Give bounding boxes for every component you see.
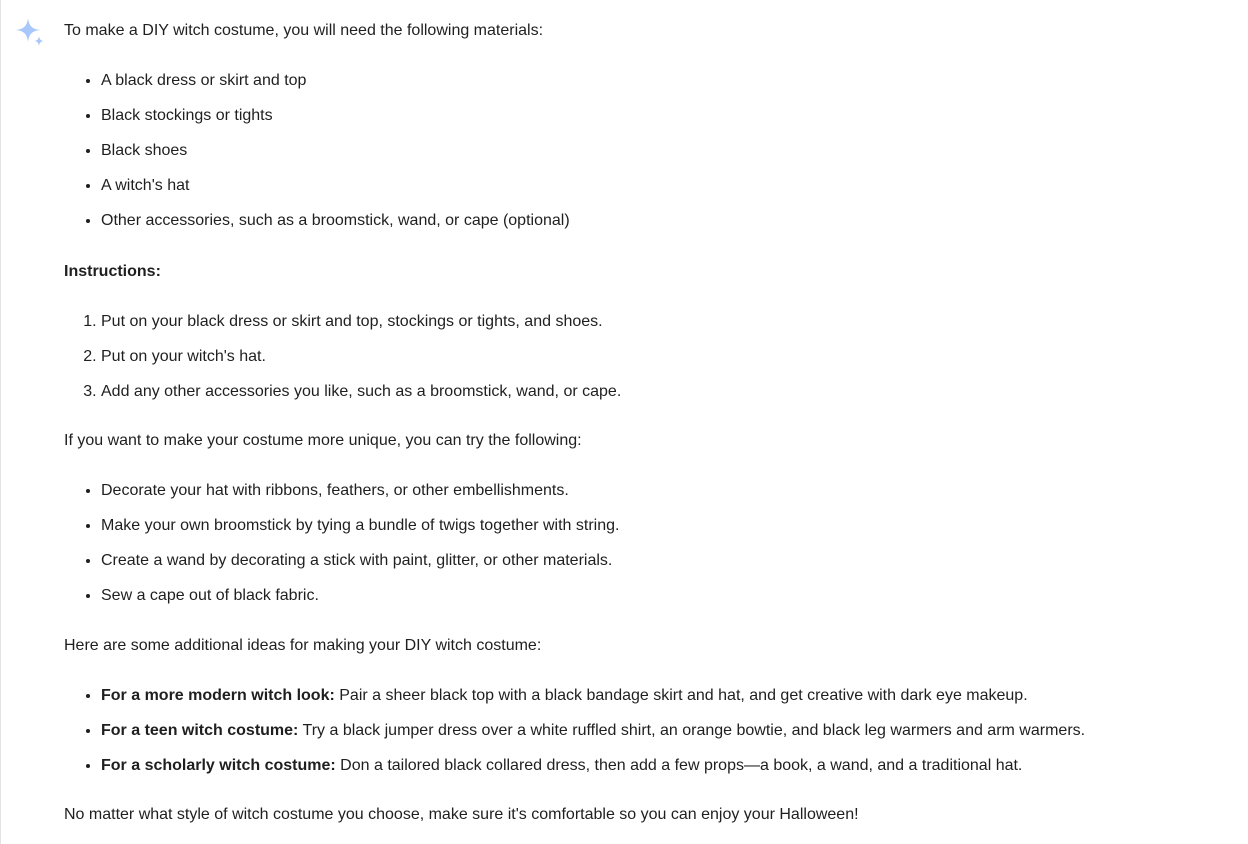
list-item: • Black stockings or tights bbox=[101, 104, 570, 128]
list-item: • Decorate your hat with ribbons, feathers, or other embellishments. bbox=[101, 479, 619, 503]
idea-text: Pair a sheer black top with a black bandage skirt and hat, and get creative with dark eye makeup. bbox=[334, 687, 1028, 704]
list-item: • Black shoes bbox=[101, 139, 570, 163]
list-item bbox=[101, 754, 1085, 778]
idea-text: Try a black jumper dress over a white ruffled shirt, an orange bowtie, and black leg warmers and arm warmers. bbox=[298, 722, 1086, 739]
list-item: 1. Put on your black dress or skirt and top, stockings or tights, and shoes. bbox=[101, 310, 621, 334]
list-item: • Sew a cape out of black fabric. bbox=[101, 584, 619, 608]
panel-edge bbox=[0, 0, 1, 844]
instructions-heading: Instructions: bbox=[64, 263, 161, 280]
unique-tips-list bbox=[64, 479, 619, 619]
list-item: • A witch's hat bbox=[101, 174, 570, 198]
list-item bbox=[101, 719, 1085, 743]
list-item: • A black dress or skirt and top bbox=[101, 69, 570, 93]
closing-text: No matter what style of witch costume you choose, make sure it's comfortable so you can enjoy your Halloween! bbox=[64, 806, 859, 823]
list-item: • Other accessories, such as a broomstick, wand, or cape (optional) bbox=[101, 209, 570, 233]
materials-intro: To make a DIY witch costume, you will need the following materials: bbox=[64, 22, 544, 39]
sparkle-icon bbox=[14, 16, 46, 48]
instructions-list bbox=[64, 310, 621, 415]
materials-list bbox=[64, 69, 570, 244]
list-item: • Make your own broomstick by tying a bundle of twigs together with string. bbox=[101, 514, 619, 538]
idea-label: For a more modern witch look: bbox=[101, 687, 335, 704]
idea-label: For a scholarly witch costume: bbox=[101, 757, 336, 774]
list-item: 3. Add any other accessories you like, such as a broomstick, wand, or cape. bbox=[101, 380, 621, 404]
list-item bbox=[101, 684, 1085, 708]
list-item: 2. Put on your witch's hat. bbox=[101, 345, 621, 369]
idea-text: Don a tailored black collared dress, then add a few props—a book, a wand, and a traditional hat. bbox=[335, 757, 1023, 774]
unique-intro: If you want to make your costume more unique, you can try the following: bbox=[64, 432, 582, 449]
idea-label: For a teen witch costume: bbox=[101, 722, 299, 739]
list-item: • Create a wand by decorating a stick with paint, glitter, or other materials. bbox=[101, 549, 619, 573]
ideas-list bbox=[64, 684, 1085, 789]
ideas-intro: Here are some additional ideas for making your DIY witch costume: bbox=[64, 637, 542, 654]
